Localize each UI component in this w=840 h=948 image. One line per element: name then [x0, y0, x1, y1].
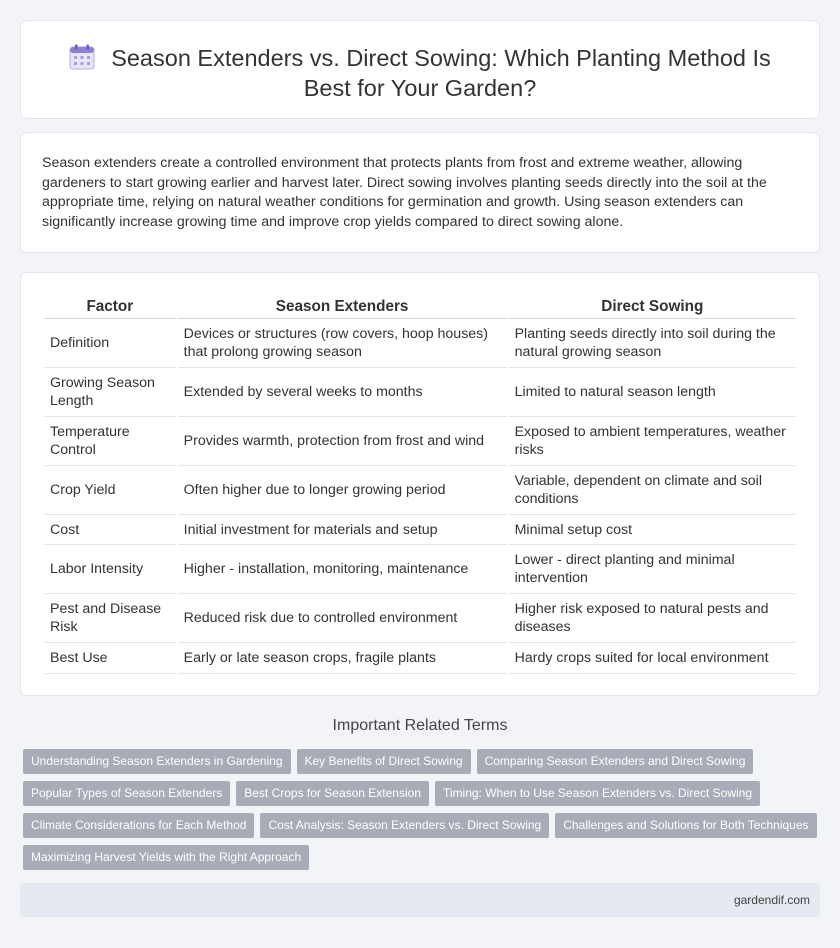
related-terms-heading: Important Related Terms [332, 717, 508, 734]
intro-paragraph: Season extenders create a controlled environment that protects plants from frost and extreme weather, allowing gardeners to start growing earlier and harvest later. Direct sowing involves planting seeds directly into the soil at the appropriate time, relying on natural weather conditions for germination and growth. Using season extenders can significantly increase growing time and improve crop yields compared to direct sowing alone. [42, 155, 767, 230]
page-title-wrap [61, 43, 779, 103]
intro-card [20, 132, 820, 253]
related-term-tag[interactable]: Challenges and Solutions for Both Techniques [555, 813, 816, 838]
table-header-row [44, 295, 796, 319]
table-row [44, 594, 796, 643]
footer [20, 883, 820, 917]
related-term-tag[interactable]: Understanding Season Extenders in Gardening [23, 749, 291, 774]
row-season-extenders: Often higher due to longer growing period [178, 466, 507, 515]
row-season-extenders: Early or late season crops, fragile plants [178, 643, 507, 674]
row-direct-sowing: Higher risk exposed to natural pests and diseases [509, 594, 796, 643]
comparison-table [42, 295, 798, 674]
row-factor: Crop Yield [44, 466, 176, 515]
table-row [44, 417, 796, 466]
footer-site-link[interactable]: gardendif.com [733, 893, 810, 907]
table-row [44, 643, 796, 674]
row-factor: Temperature Control [44, 417, 176, 466]
header-season-extenders: Season Extenders [178, 295, 507, 319]
row-direct-sowing: Minimal setup cost [509, 515, 796, 545]
row-season-extenders: Devices or structures (row covers, hoop houses) that prolong growing season [178, 319, 507, 368]
comparison-table-card [20, 272, 820, 696]
title-card [20, 20, 820, 119]
related-term-tag[interactable]: Timing: When to Use Season Extenders vs. Direct Sowing [435, 781, 760, 806]
row-factor: Pest and Disease Risk [44, 594, 176, 643]
row-season-extenders: Initial investment for materials and setup [178, 515, 507, 545]
row-direct-sowing: Hardy crops suited for local environment [509, 643, 796, 674]
row-season-extenders: Provides warmth, protection from frost and wind [178, 417, 507, 466]
table-row [44, 515, 796, 545]
related-term-tag[interactable]: Comparing Season Extenders and Direct Sowing [477, 749, 754, 774]
related-term-tag[interactable]: Climate Considerations for Each Method [23, 813, 254, 838]
calendar-icon [69, 44, 95, 70]
row-factor: Labor Intensity [44, 545, 176, 594]
row-season-extenders: Higher - installation, monitoring, maintenance [178, 545, 507, 594]
table-row [44, 466, 796, 515]
row-direct-sowing: Variable, dependent on climate and soil conditions [509, 466, 796, 515]
page-title: Season Extenders vs. Direct Sowing: Which Planting Method Is Best for Your Garden? [111, 45, 771, 101]
table-row [44, 368, 796, 417]
row-factor: Growing Season Length [44, 368, 176, 417]
row-direct-sowing: Limited to natural season length [509, 368, 796, 417]
related-term-tag[interactable]: Popular Types of Season Extenders [23, 781, 230, 806]
table-row [44, 319, 796, 368]
related-terms-list [23, 749, 823, 877]
row-factor: Cost [44, 515, 176, 545]
header-direct-sowing: Direct Sowing [509, 295, 796, 319]
row-season-extenders: Extended by several weeks to months [178, 368, 507, 417]
row-direct-sowing: Lower - direct planting and minimal intervention [509, 545, 796, 594]
row-factor: Definition [44, 319, 176, 368]
row-season-extenders: Reduced risk due to controlled environment [178, 594, 507, 643]
related-term-tag[interactable]: Best Crops for Season Extension [236, 781, 429, 806]
related-term-tag[interactable]: Key Benefits of Direct Sowing [297, 749, 471, 774]
row-direct-sowing: Planting seeds directly into soil during the natural growing season [509, 319, 796, 368]
header-factor: Factor [44, 295, 176, 319]
row-direct-sowing: Exposed to ambient temperatures, weather risks [509, 417, 796, 466]
row-factor: Best Use [44, 643, 176, 674]
table-row [44, 545, 796, 594]
related-term-tag[interactable]: Cost Analysis: Season Extenders vs. Direct Sowing [260, 813, 549, 838]
related-term-tag[interactable]: Maximizing Harvest Yields with the Right Approach [23, 845, 309, 870]
